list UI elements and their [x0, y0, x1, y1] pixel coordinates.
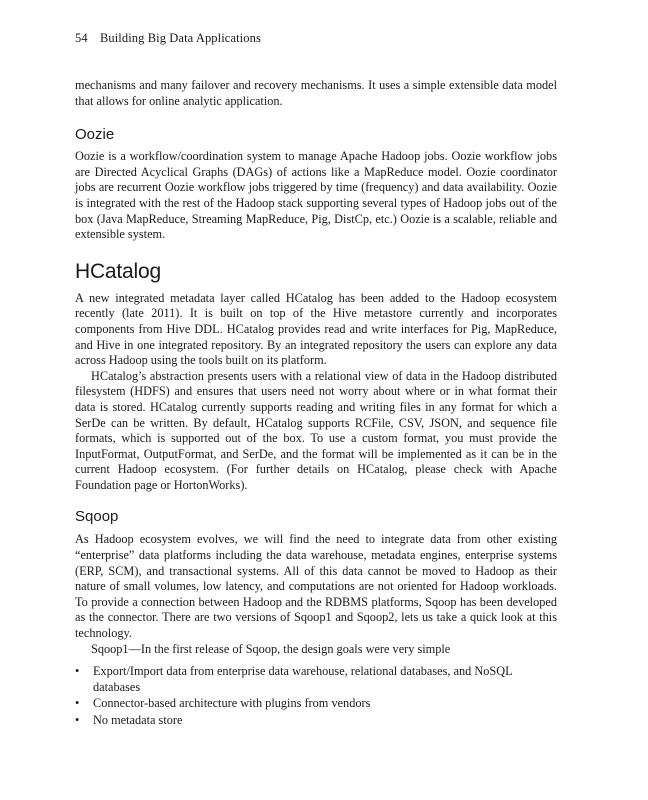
sqoop-heading: Sqoop	[75, 508, 119, 526]
list-item	[75, 696, 557, 712]
hcatalog-paragraph-2: HCatalog’s abstraction presents users with a relational view of data in the Hadoop distributed filesystem (HDFS) and ensures that users need not worry about where or in what format their data is stored. HCatalog currently supports reading and writing files in any format for which a SerDe can be written. By default, HCatalog supports RCFile, CSV, JSON, and sequence file formats, which is supported out of the box. To use a custom format, you must provide the InputFormat, OutputFormat, and SerDe, and the format will be implemented as it can be in the current Hadoop ecosystem. (For further details on HCatalog, please check with Apache Foundation page or HortonWorks).	[75, 368, 557, 492]
sqoop1-goals-list	[75, 664, 557, 728]
bullet-icon: •	[75, 713, 80, 727]
page-body	[75, 78, 557, 730]
book-title: Building Big Data Applications	[99, 31, 261, 45]
bullet-icon: •	[75, 664, 80, 679]
hcatalog-heading: HCatalog	[75, 259, 161, 283]
list-item-text: Connector-based architecture with plugins from vendors	[93, 696, 371, 711]
oozie-paragraph: Oozie is a workflow/coordination system to manage Apache Hadoop jobs. Oozie workflow jobs are Directed Acyclical Graphs (DAGs) of actions like a MapReduce model. Oozie coordinator jobs are recurrent Oozie workflow jobs triggered by time (frequency) and data availability. Oozie is integrated with the rest of the Hadoop stack supporting several types of Hadoop jobs out of the box (Java MapReduce, Streaming MapReduce, Pig, DistCp, etc.) Oozie is a scalable, reliable and extensible system.	[75, 149, 557, 242]
intro-paragraph: mechanisms and many failover and recovery mechanisms. It uses a simple extensible data model that allows for online analytic application.	[75, 78, 557, 108]
list-item-text: Export/Import data from enterprise data warehouse, relational databases, and NoSQL databases	[93, 664, 513, 694]
sqoop-paragraph-2: Sqoop1—In the first release of Sqoop, the design goals were very simple	[91, 641, 451, 656]
list-item-text: No metadata store	[93, 713, 183, 727]
hcatalog-paragraph-1: A new integrated metadata layer called HCatalog has been added to the Hadoop ecosystem recently (late 2011). It is built on top of the Hive metastore currently and incorporates components from Hive DDL. HCatalog provides read and write interfaces for Pig, MapReduce, and Hive in one integrated repository. By an integrated repository the users can explore any data across Hadoop using the tools built on its platform.	[75, 290, 557, 368]
running-header	[75, 31, 261, 46]
bullet-icon: •	[75, 696, 80, 711]
list-item	[75, 664, 557, 695]
oozie-heading: Oozie	[75, 126, 115, 144]
sqoop-paragraph-1: As Hadoop ecosystem evolves, we will find the need to integrate data from other existing “enterprise” data platforms including the data warehouse, metadata engines, enterprise systems (ERP, SCM), and transactional systems. All of this data cannot be moved to Hadoop as their nature of small volumes, low latency, and computations are not oriented for Hadoop workloads. To provide a connection between Hadoop and the RDBMS platforms, Sqoop has been developed as the connector. There are two versions of Sqoop1 and Sqoop2, lets us take a quick look at this technology.	[75, 532, 557, 641]
page-number: 54	[75, 31, 88, 45]
list-item	[75, 713, 557, 729]
